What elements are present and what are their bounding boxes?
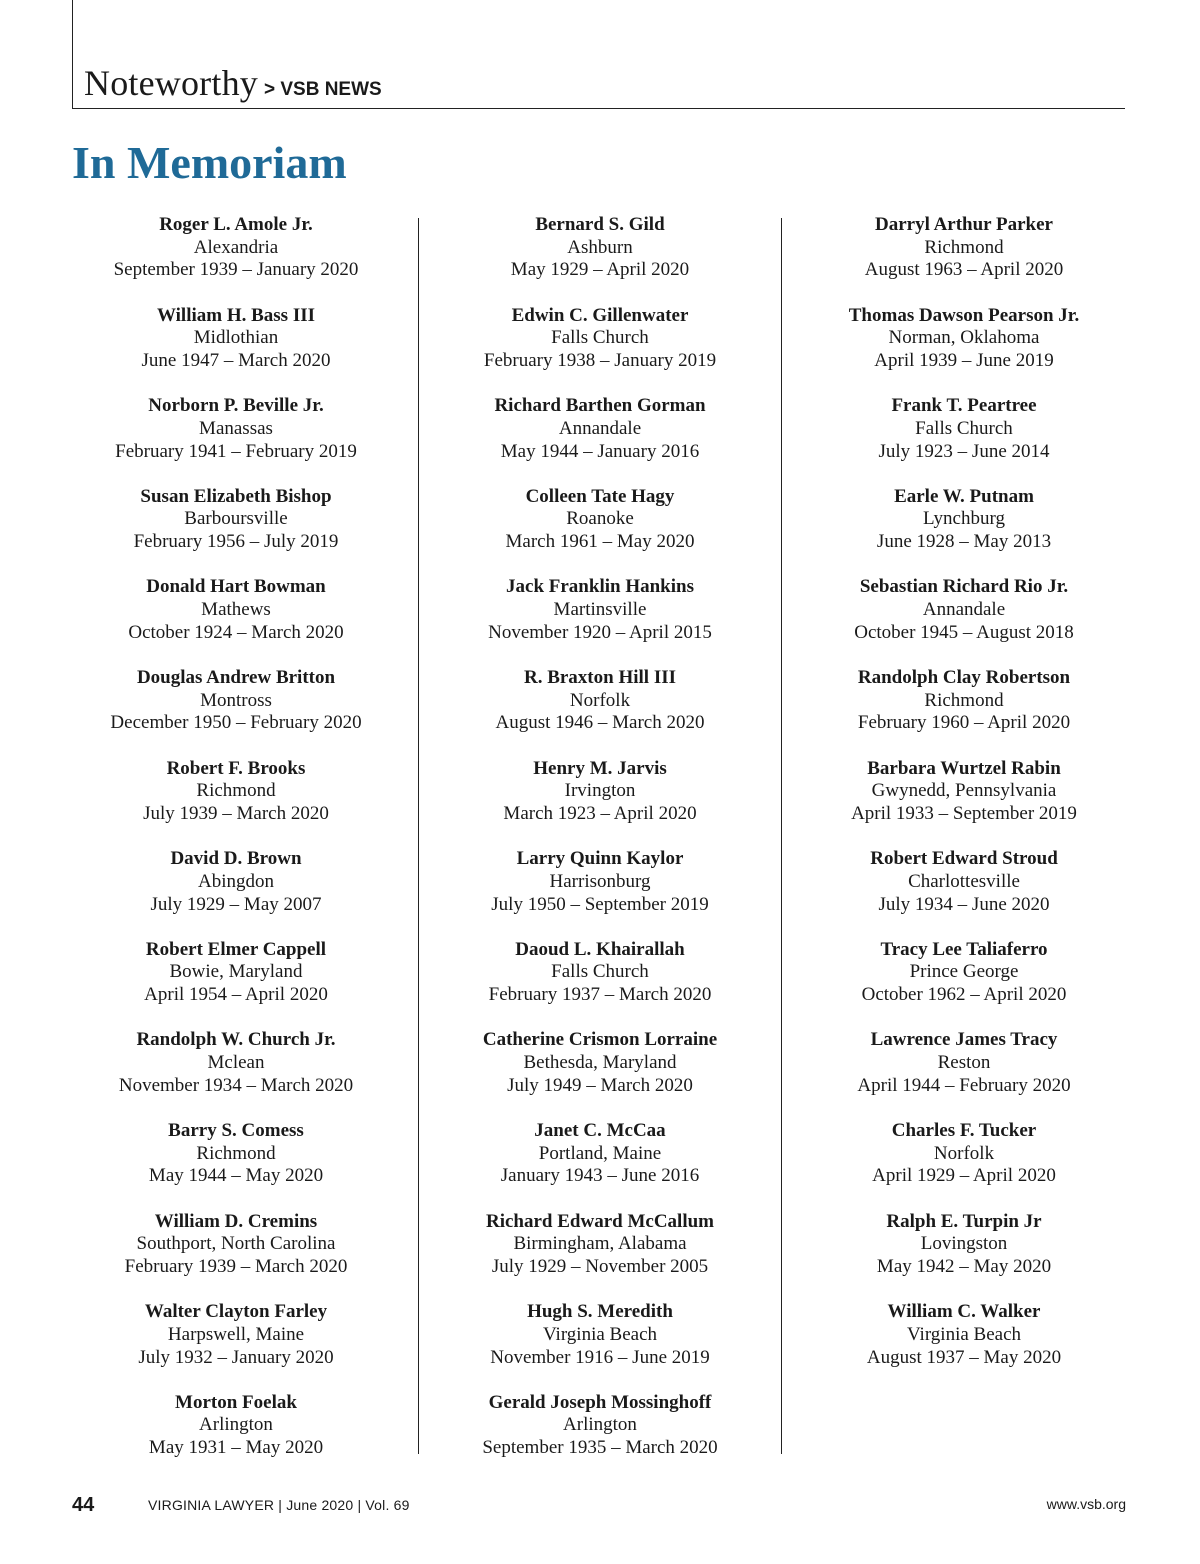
- memorial-entry: [418, 395, 782, 486]
- memorial-entry: [418, 486, 782, 577]
- memorial-entry: [782, 395, 1146, 486]
- person-location: Virginia Beach: [906, 1323, 1022, 1345]
- person-name: Gerald Joseph Mossinghoff: [488, 1391, 712, 1413]
- memorial-entry: [782, 486, 1146, 577]
- person-name: Richard Barthen Gorman: [494, 395, 706, 417]
- memorial-entry: [782, 1120, 1146, 1211]
- person-location: Barboursville: [184, 508, 288, 530]
- memorial-entry: [782, 576, 1146, 667]
- page-title: In Memoriam: [72, 137, 347, 188]
- person-dates: July 1923 – June 2014: [878, 440, 1050, 462]
- person-dates: May 1942 – May 2020: [876, 1255, 1052, 1277]
- section-title: Noteworthy: [84, 63, 258, 103]
- memorial-entry: [54, 486, 418, 577]
- person-name: David D. Brown: [170, 848, 302, 870]
- person-dates: February 1960 – April 2020: [857, 712, 1071, 734]
- person-name: Robert F. Brooks: [166, 757, 306, 779]
- memorial-entry: [782, 758, 1146, 849]
- person-name: Susan Elizabeth Bishop: [140, 485, 332, 507]
- memorial-entry: [782, 214, 1146, 305]
- person-location: Midlothian: [193, 327, 279, 349]
- person-name: Norborn P. Beville Jr.: [148, 395, 324, 417]
- person-dates: April 1929 – April 2020: [872, 1165, 1056, 1187]
- page-footer: [72, 1494, 1126, 1518]
- person-name: Douglas Andrew Britton: [136, 666, 336, 688]
- person-location: Mclean: [207, 1052, 265, 1074]
- person-location: Annandale: [922, 599, 1006, 621]
- person-location: Roanoke: [566, 508, 634, 530]
- person-dates: June 1947 – March 2020: [141, 350, 331, 371]
- memoriam-column-2: [418, 214, 782, 1482]
- person-name: Daoud L. Khairallah: [515, 938, 685, 960]
- memorial-entry: [418, 848, 782, 939]
- person-name: Sebastian Richard Rio Jr.: [859, 576, 1069, 598]
- website-link[interactable]: www.vsb.org: [1046, 1496, 1126, 1512]
- person-dates: August 1937 – May 2020: [866, 1346, 1062, 1368]
- person-dates: July 1932 – January 2020: [138, 1346, 334, 1368]
- memorial-entry: [418, 1029, 782, 1120]
- person-location: Arlington: [199, 1414, 273, 1436]
- person-dates: February 1939 – March 2020: [124, 1255, 348, 1277]
- header-vertical-rule: [72, 0, 73, 108]
- publication-info: VIRGINIA LAWYER | June 2020 | Vol. 69: [148, 1497, 410, 1513]
- person-name: Edwin C. Gillenwater: [511, 304, 689, 326]
- memorial-entry: [418, 1392, 782, 1483]
- person-name: Larry Quinn Kaylor: [516, 848, 684, 870]
- person-name: Donald Hart Bowman: [146, 576, 326, 598]
- person-dates: October 1924 – March 2020: [128, 621, 344, 643]
- memorial-entry: [54, 214, 418, 305]
- person-name: Roger L. Amole Jr.: [159, 214, 313, 235]
- memorial-entry: [54, 395, 418, 486]
- person-location: Falls Church: [915, 417, 1013, 439]
- person-location: Richmond: [196, 1142, 276, 1164]
- memorial-entry: [418, 758, 782, 849]
- person-dates: December 1950 – February 2020: [110, 712, 362, 734]
- memorial-entry: [418, 214, 782, 305]
- memorial-entry: [54, 1211, 418, 1302]
- person-name: Richard Edward McCallum: [486, 1210, 714, 1232]
- person-location: Southport, North Carolina: [136, 1233, 336, 1255]
- memorial-entry: [54, 305, 418, 396]
- memorial-entry: [54, 939, 418, 1030]
- page-number: 44: [72, 1494, 95, 1516]
- person-name: Barry S. Comess: [168, 1119, 304, 1141]
- person-location: Norfolk: [933, 1142, 995, 1164]
- person-name: Robert Edward Stroud: [870, 848, 1058, 870]
- person-dates: August 1946 – March 2020: [495, 712, 705, 734]
- person-location: Mathews: [201, 599, 271, 621]
- person-location: Martinsville: [553, 599, 647, 621]
- person-location: Ashburn: [567, 236, 633, 258]
- memorial-entry: [54, 1120, 418, 1211]
- memorial-entry: [54, 667, 418, 758]
- person-dates: September 1939 – January 2020: [113, 259, 359, 281]
- person-dates: February 1938 – January 2019: [483, 350, 717, 371]
- person-location: Harpswell, Maine: [167, 1323, 305, 1345]
- person-location: Richmond: [196, 780, 276, 802]
- person-location: Portland, Maine: [538, 1142, 662, 1164]
- person-name: R. Braxton Hill III: [523, 666, 677, 688]
- memorial-entry: [418, 1120, 782, 1211]
- person-name: Darryl Arthur Parker: [875, 214, 1053, 235]
- person-location: Charlottesville: [908, 870, 1020, 892]
- person-location: Harrisonburg: [549, 870, 651, 892]
- person-dates: July 1934 – June 2020: [878, 893, 1050, 915]
- person-location: Norfolk: [569, 689, 631, 711]
- person-name: Walter Clayton Farley: [144, 1301, 328, 1323]
- memorial-entry: [418, 667, 782, 758]
- person-dates: November 1920 – April 2015: [488, 621, 712, 643]
- person-location: Irvington: [564, 780, 636, 802]
- person-dates: February 1941 – February 2019: [115, 440, 357, 462]
- person-location: Richmond: [924, 236, 1004, 258]
- memorial-entry: [54, 1301, 418, 1392]
- person-location: Annandale: [558, 417, 642, 439]
- person-name: Tracy Lee Taliaferro: [880, 938, 1048, 960]
- memorial-entry: [54, 758, 418, 849]
- person-dates: October 1962 – April 2020: [861, 984, 1067, 1006]
- person-location: Bowie, Maryland: [169, 961, 303, 983]
- person-name: Bernard S. Gild: [535, 214, 665, 235]
- person-location: Richmond: [924, 689, 1004, 711]
- person-location: Montross: [200, 689, 272, 711]
- person-name: Thomas Dawson Pearson Jr.: [848, 304, 1080, 326]
- person-name: Ralph E. Turpin Jr: [886, 1210, 1042, 1232]
- person-location: Birmingham, Alabama: [513, 1233, 687, 1255]
- person-dates: April 1933 – September 2019: [851, 802, 1077, 824]
- memorial-entry: [782, 1029, 1146, 1120]
- person-dates: May 1931 – May 2020: [148, 1437, 324, 1459]
- memorial-entry: [782, 667, 1146, 758]
- person-location: Alexandria: [193, 236, 279, 258]
- person-location: Falls Church: [551, 961, 649, 983]
- person-name: William D. Cremins: [154, 1210, 318, 1232]
- memorial-entry: [54, 848, 418, 939]
- memorial-entry: [418, 939, 782, 1030]
- memorial-entry: [782, 1301, 1146, 1392]
- person-name: Charles F. Tucker: [891, 1119, 1037, 1141]
- memorial-entry: [782, 848, 1146, 939]
- memoriam-column-3: [782, 214, 1146, 1392]
- person-location: Bethesda, Maryland: [523, 1052, 677, 1074]
- person-location: Falls Church: [551, 327, 649, 349]
- person-dates: February 1956 – July 2019: [133, 531, 339, 553]
- person-name: Jack Franklin Hankins: [506, 576, 694, 598]
- person-name: Janet C. McCaa: [534, 1119, 666, 1141]
- person-dates: August 1963 – April 2020: [864, 259, 1064, 281]
- person-dates: July 1929 – May 2007: [150, 893, 322, 915]
- person-name: Colleen Tate Hagy: [525, 485, 675, 507]
- person-name: Catherine Crismon Lorraine: [482, 1029, 718, 1051]
- person-location: Manassas: [199, 417, 273, 439]
- person-dates: May 1944 – May 2020: [148, 1165, 324, 1187]
- person-dates: May 1929 – April 2020: [510, 259, 690, 281]
- person-location: Gwynedd, Pennsylvania: [871, 780, 1057, 802]
- memorial-entry: [418, 1301, 782, 1392]
- person-dates: April 1944 – February 2020: [857, 1074, 1071, 1096]
- person-location: Lynchburg: [923, 508, 1005, 530]
- memorial-entry: [782, 305, 1146, 396]
- person-dates: July 1949 – March 2020: [507, 1074, 693, 1096]
- person-location: Arlington: [563, 1414, 637, 1436]
- person-dates: November 1916 – June 2019: [490, 1346, 710, 1368]
- person-name: Randolph W. Church Jr.: [136, 1029, 336, 1051]
- memoriam-column-1: [54, 214, 418, 1482]
- person-dates: November 1934 – March 2020: [118, 1074, 354, 1096]
- person-dates: April 1954 – April 2020: [144, 984, 328, 1006]
- person-dates: July 1929 – November 2005: [491, 1255, 709, 1277]
- person-name: Randolph Clay Robertson: [857, 666, 1071, 688]
- person-dates: April 1939 – June 2019: [874, 350, 1054, 371]
- person-dates: March 1961 – May 2020: [505, 531, 695, 553]
- person-name: Morton Foelak: [175, 1391, 297, 1413]
- person-name: William C. Walker: [887, 1301, 1041, 1323]
- person-location: Norman, Oklahoma: [888, 327, 1040, 349]
- person-dates: January 1943 – June 2016: [500, 1165, 700, 1187]
- header-rule: [72, 108, 1125, 109]
- person-dates: September 1935 – March 2020: [482, 1437, 718, 1459]
- memorial-entry: [418, 305, 782, 396]
- section-header: [84, 62, 382, 104]
- person-location: Lovingston: [920, 1233, 1008, 1255]
- memorial-entry: [418, 576, 782, 667]
- person-dates: March 1923 – April 2020: [503, 802, 697, 824]
- person-location: Virginia Beach: [542, 1323, 658, 1345]
- person-name: Lawrence James Tracy: [870, 1029, 1058, 1051]
- person-name: William H. Bass III: [156, 304, 316, 326]
- memorial-entry: [54, 1392, 418, 1483]
- person-dates: February 1937 – March 2020: [488, 984, 712, 1006]
- memorial-entry: [782, 1211, 1146, 1302]
- person-dates: June 1928 – May 2013: [876, 531, 1052, 553]
- person-location: Abingdon: [198, 870, 274, 892]
- person-name: Henry M. Jarvis: [533, 757, 667, 779]
- person-dates: July 1950 – September 2019: [491, 893, 709, 915]
- person-name: Robert Elmer Cappell: [145, 938, 327, 960]
- person-location: Reston: [937, 1052, 991, 1074]
- memorial-entry: [54, 576, 418, 667]
- memorial-entry: [54, 1029, 418, 1120]
- memorial-entry: [418, 1211, 782, 1302]
- person-dates: October 1945 – August 2018: [854, 621, 1074, 643]
- person-dates: May 1944 – January 2016: [500, 440, 700, 462]
- person-location: Prince George: [909, 961, 1019, 983]
- person-name: Frank T. Peartree: [891, 395, 1037, 417]
- person-name: Barbara Wurtzel Rabin: [867, 757, 1061, 779]
- person-dates: July 1939 – March 2020: [143, 802, 329, 824]
- person-name: Earle W. Putnam: [894, 485, 1034, 507]
- section-subtitle: > VSB NEWS: [263, 79, 382, 100]
- memorial-entry: [782, 939, 1146, 1030]
- person-name: Hugh S. Meredith: [527, 1301, 673, 1323]
